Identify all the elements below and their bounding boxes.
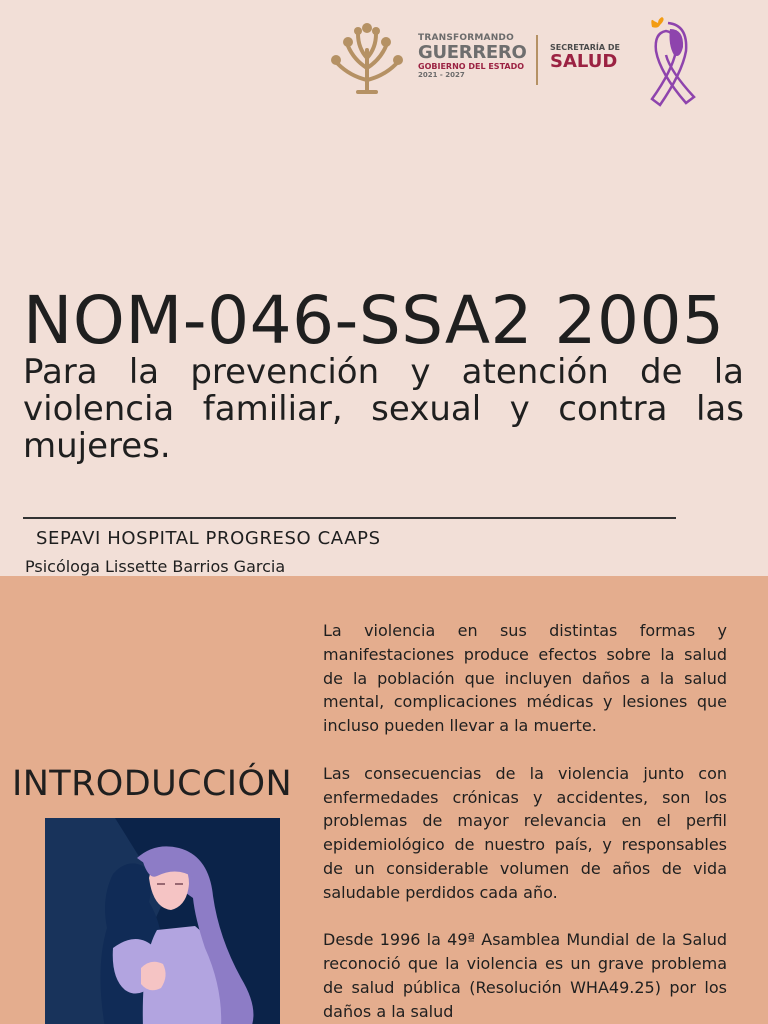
intro-paragraph-2: Las consecuencias de la violencia junto con enfermedades crónicas y accidentes, son los problemas de mayor relevancia en el perfil epidemiológico de nuestro país, y responsables de un considerable volumen de años de vida saludable perdidos cada año. [323,763,727,902]
salud-top-text: SECRETARÍA DE [550,43,620,52]
guerrero-logo-text [418,33,538,79]
logo-divider [536,35,538,85]
intro-heading: INTRODUCCIÓN [12,764,293,804]
author-name: Psicóloga Lissette Barrios Garcia [25,557,286,576]
guerrero-emblem-icon [328,20,406,96]
woman-illustration [45,818,280,1024]
intro-paragraph-1: La violencia en sus distintas formas y manifestaciones produce efectos sobre la salud de la población que incluyen daños a la salud mental, complicaciones médicas y lesiones que incluso pueden llevar a la muerte. [323,621,727,736]
divider-line [23,517,676,519]
butterfly-icon [651,17,663,28]
intro-paragraph-3: Desde 1996 la 49ª Asamblea Mundial de la Salud reconoció que la violencia es un grave problema de salud pública (Resolución WHA49.25) por los daños a la salud [323,930,727,1021]
intro-body [323,619,727,1024]
logo-top-text: TRANSFORMANDO [418,33,514,43]
logo-main-text: GUERRERO [418,42,527,63]
logo-sub-text: GOBIERNO DEL ESTADO [418,62,525,71]
introduction-slide [0,576,768,1024]
organization-name: SEPAVI HOSPITAL PROGRESO CAAPS [36,528,381,549]
page-subtitle: Para la prevención y atención de la violencia familiar, sexual y contra las mujeres. [23,352,744,466]
awareness-ribbon-icon [630,15,705,110]
salud-main-text: SALUD [550,51,618,72]
page-title: NOM-046-SSA2 2005 [23,282,725,359]
salud-logo [550,43,620,72]
logo-years-text: 2021 - 2027 [418,71,465,79]
